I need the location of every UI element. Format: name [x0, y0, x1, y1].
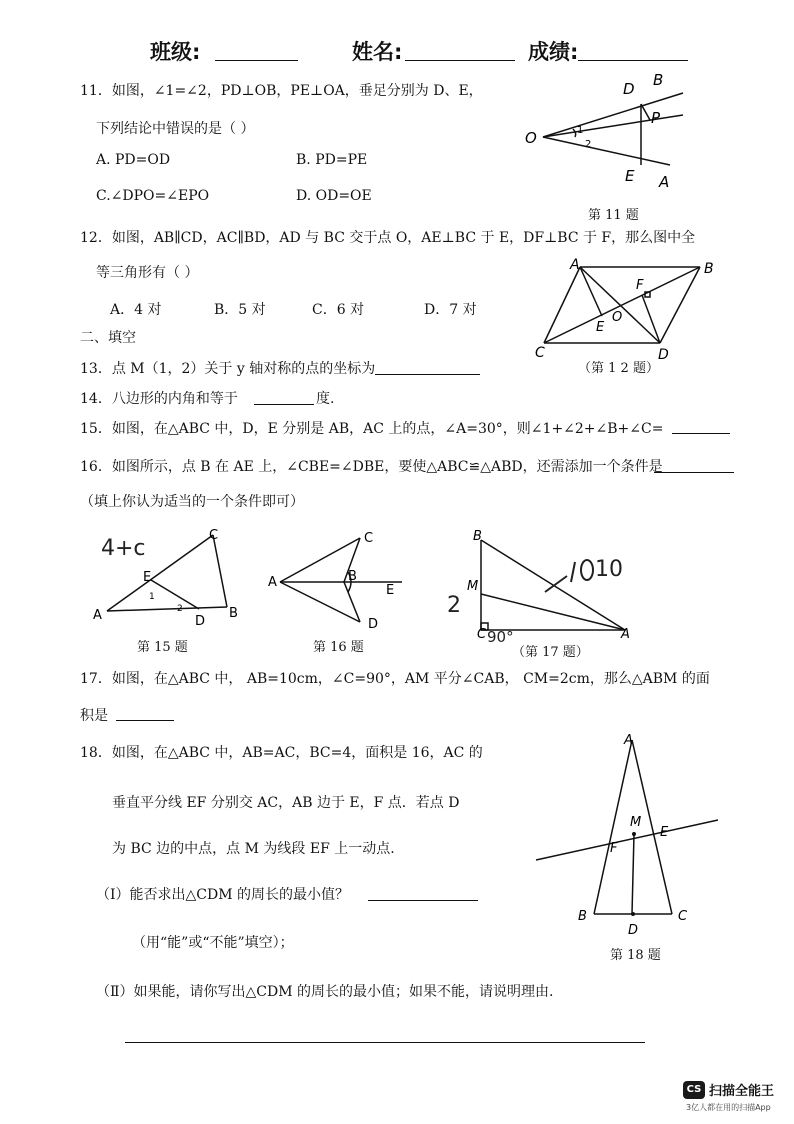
- q18-part1-instruction: （用“能”或“不能”填空）；: [132, 935, 294, 951]
- q18-label-m: M: [630, 815, 642, 830]
- q17-blank: [116, 720, 174, 721]
- q11-figure: [515, 65, 695, 200]
- q11-label-a: A: [659, 173, 670, 191]
- q11-label-b: B: [653, 71, 664, 89]
- handwriting-ninety: 90°: [487, 628, 514, 646]
- fig16-label-a: A: [268, 575, 277, 590]
- q12-label-e: E: [596, 320, 605, 335]
- section-heading: 二、填空: [80, 330, 136, 346]
- q12-label-a: A: [570, 257, 580, 273]
- q18-figure: [530, 728, 730, 938]
- q18-label-e: E: [660, 825, 669, 840]
- scanner-logo-badge: [683, 1081, 705, 1099]
- fig16-caption: 第 16 题: [313, 640, 364, 655]
- q14-text: 14．八边形的内角和等于: [80, 391, 238, 407]
- q12-line2: 等三角形有（ ）: [96, 265, 199, 281]
- fig15-label-d: D: [195, 614, 206, 629]
- q16-line1: 16．如图所示，点 B 在 AE 上，∠CBE=∠DBE，要使△ABC≌△ABD，还需添加一个条件是: [80, 459, 663, 475]
- handwriting-two: 2: [447, 593, 461, 618]
- class-blank: [215, 60, 298, 61]
- fig17-figure: [445, 529, 645, 646]
- q11-label-p: P: [651, 109, 661, 127]
- fig17-label-m: M: [467, 579, 479, 594]
- q11-figure-caption: 第 11 题: [588, 208, 639, 223]
- q12-figure: [532, 255, 722, 365]
- q11-label-e: E: [625, 167, 635, 185]
- fig16-label-e: E: [386, 583, 395, 598]
- fig15-label-angle2: 2: [177, 604, 183, 614]
- class-label: 班级:: [150, 40, 201, 64]
- q18-label-f: F: [610, 841, 618, 856]
- q18-label-b: B: [578, 909, 587, 924]
- q16-line2: （填上你认为适当的一个条件即可）: [80, 494, 304, 510]
- handwriting-ten: 10: [595, 557, 623, 582]
- q12-option-d: D．7 对: [424, 302, 477, 318]
- q11-label-angle2: 2: [585, 139, 592, 150]
- q11-label-o: O: [525, 129, 537, 147]
- q12-label-f: F: [636, 278, 644, 293]
- q12-label-c: C: [535, 345, 545, 361]
- fig16-label-b: B: [348, 569, 357, 584]
- q18-label-d: D: [628, 923, 639, 938]
- q18-answer-line: [125, 1042, 645, 1043]
- fig17-caption: （第 17 题）: [512, 645, 589, 660]
- q13-blank: [375, 374, 480, 375]
- q11-option-a: A. PD=OD: [96, 152, 171, 168]
- q18-label-a: A: [624, 733, 633, 748]
- score-blank: [578, 60, 688, 61]
- q18-figure-caption: 第 18 题: [610, 948, 661, 963]
- scanner-logo-text: CS: [686, 1084, 702, 1095]
- score-label: 成绩:: [528, 40, 579, 64]
- q18-line3: 为 BC 边的中点，点 M 为线段 EF 上一动点.: [112, 841, 395, 857]
- q17-line2: 积是: [80, 708, 108, 724]
- q11-option-b: B. PD=PE: [296, 152, 368, 168]
- q12-option-b: B．5 对: [214, 302, 266, 318]
- q11-label-angle1: 1: [577, 125, 584, 136]
- fig15-caption: 第 15 题: [137, 640, 188, 655]
- q15-text: 15．如图，在△ABC 中，D，E 分别是 AB，AC 上的点，∠A=30°，则∠1+∠2+∠B+∠C=: [80, 421, 664, 437]
- q12-line1: 12．如图，AB∥CD，AC∥BD，AD 与 BC 交于点 O，AE⊥BC 于 E，DF⊥BC 于 F，那么图中全: [80, 230, 696, 246]
- q11-line1: 11．如图，∠1=∠2，PD⊥OB，PE⊥OA，垂足分别为 D、E，: [80, 83, 483, 99]
- q14-suffix: 度.: [316, 391, 335, 407]
- fig15-label-e: E: [143, 570, 152, 585]
- fig15-label-angle1: 1: [149, 592, 155, 602]
- scanner-slogan: 3亿人都在用的扫描App: [686, 1103, 771, 1112]
- q18-line1: 18．如图，在△ABC 中，AB=AC，BC=4，面积是 16，AC 的: [80, 745, 483, 761]
- q16-blank: [654, 472, 734, 473]
- q11-line2: 下列结论中错误的是（ ）: [96, 121, 255, 137]
- fig17-label-b: B: [473, 529, 482, 544]
- scanner-app-name: 扫描全能王: [709, 1084, 775, 1099]
- q12-label-d: D: [658, 347, 669, 363]
- fig15-label-a: A: [93, 608, 102, 623]
- fig16-figure: [262, 530, 412, 632]
- fig17-label-a: A: [621, 627, 630, 642]
- name-blank: [405, 60, 515, 61]
- q12-label-b: B: [704, 261, 714, 277]
- q18-part1: （Ⅰ）能否求出△CDM 的周长的最小值？: [96, 887, 350, 903]
- fig16-label-c: C: [364, 531, 374, 546]
- fig16-label-d: D: [368, 617, 379, 632]
- q18-line2: 垂直平分线 EF 分别交 AC，AB 边于 E，F 点．若点 D: [112, 795, 460, 811]
- fig15-label-b: B: [229, 606, 238, 621]
- fig15-figure: [85, 525, 255, 630]
- q15-blank: [672, 433, 730, 434]
- q13-text: 13．点 M（1，2）关于 y 轴对称的点的坐标为: [80, 361, 376, 377]
- handwriting-note: 4+c: [101, 536, 146, 561]
- q11-option-c: C.∠DPO=∠EPO: [96, 188, 210, 204]
- fig15-label-c: C: [209, 528, 219, 543]
- q12-label-o: O: [612, 310, 623, 325]
- q12-figure-caption: （第 1 2 题）: [578, 361, 659, 376]
- q14-blank: [254, 404, 314, 405]
- q12-option-c: C．6 对: [312, 302, 365, 318]
- name-label: 姓名:: [352, 40, 403, 64]
- q11-label-d: D: [623, 80, 635, 98]
- q17-line1: 17．如图，在△ABC 中， AB=10cm，∠C=90°，AM 平分∠CAB， CM=2cm，那么△ABM 的面: [80, 671, 710, 687]
- fig17-label-c: C: [477, 627, 487, 642]
- q11-option-d: D. OD=OE: [296, 188, 372, 204]
- q18-label-c: C: [678, 909, 688, 924]
- q18-part2: （Ⅱ）如果能，请你写出△CDM 的周长的最小值；如果不能，请说明理由.: [96, 984, 554, 1000]
- q18-part1-blank: [368, 900, 478, 901]
- q12-option-a: A．4 对: [110, 302, 162, 318]
